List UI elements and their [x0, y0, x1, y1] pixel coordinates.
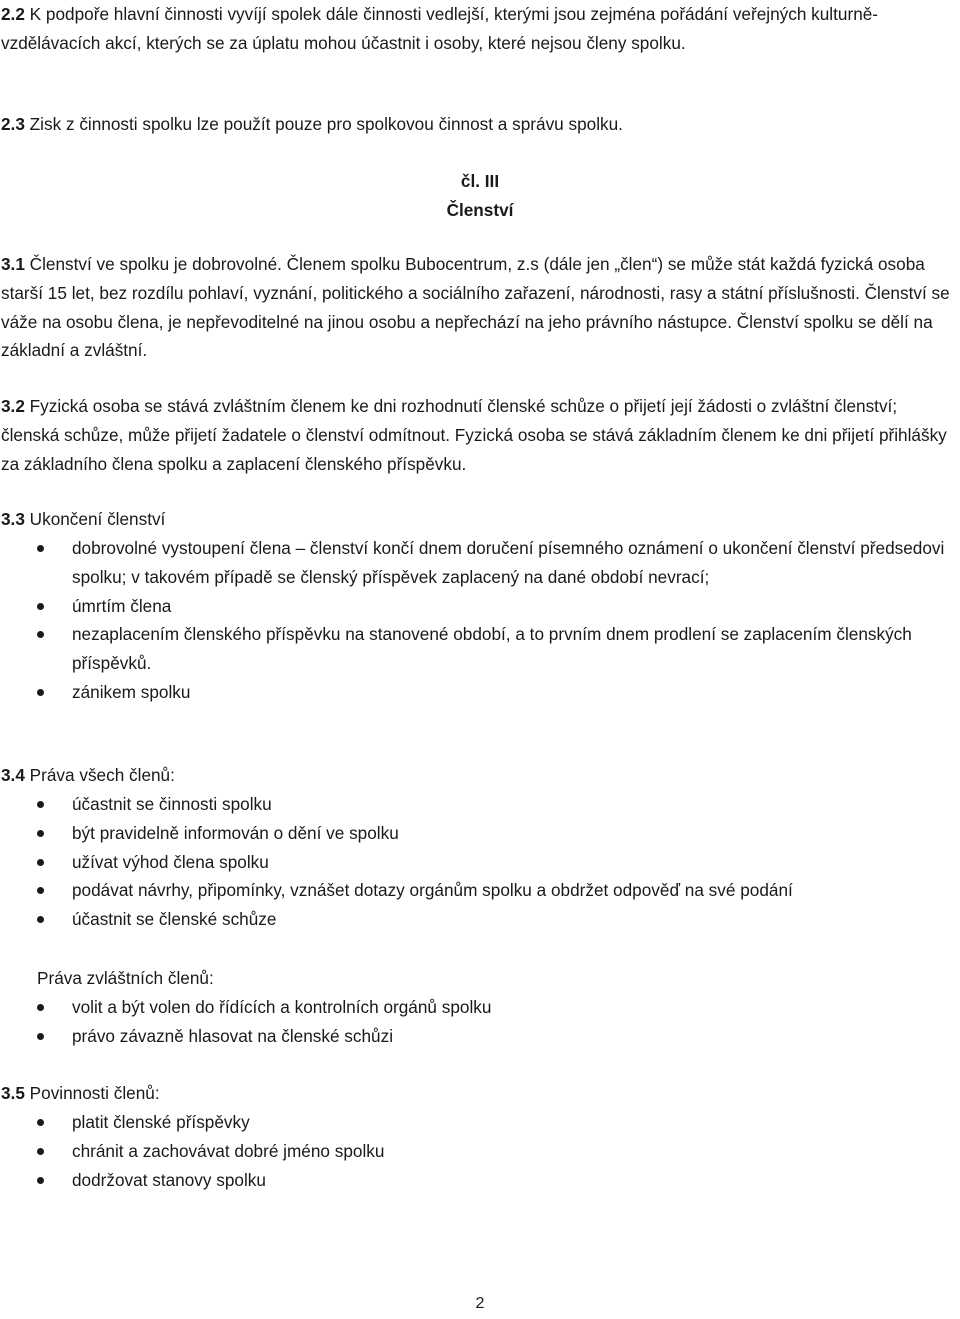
paragraph-3-2	[1, 392, 959, 478]
member-rights-list	[0, 790, 960, 934]
bullet-icon	[37, 859, 44, 866]
bullet-icon	[37, 916, 44, 923]
paragraph-2-3	[1, 110, 959, 139]
bullet-icon	[37, 1119, 44, 1126]
bullet-icon	[37, 689, 44, 696]
list-item: dobrovolné vystoupení člena – členství končí dnem doručení písemného oznámení o ukončení členství předsedovi spolku; v takovém případě se členský příspěvek zaplacený na dané období nevrací;	[0, 534, 960, 592]
bullet-icon	[37, 1177, 44, 1184]
paragraph-3-3	[1, 505, 959, 534]
section-number: 3.4	[1, 765, 25, 785]
section-number: 3.2	[1, 396, 25, 416]
bullet-icon	[37, 631, 44, 638]
section-text: Fyzická osoba se stává zvláštním členem ke dni rozhodnutí členské schůze o přijetí její žádosti o zvláštní členství; členská schůze, může přijetí žadatele o členství odmítnout. Fyzická osoba se stává základním členem ke dni přijetí přihlášky za základního člena spolku a zaplacení členského příspěvku.	[1, 396, 947, 474]
duties-list	[0, 1108, 960, 1194]
list-item: nezaplacením členského příspěvku na stanovené období, a to prvním dnem prodlení se zaplacením členských příspěvků.	[0, 620, 960, 678]
section-number: 2.3	[1, 114, 25, 134]
bullet-icon	[37, 1004, 44, 1011]
section-number: 3.1	[1, 254, 25, 274]
list-item: být pravidelně informován o dění ve spolku	[0, 819, 960, 848]
bullet-icon	[37, 1033, 44, 1040]
bullet-icon	[37, 545, 44, 552]
list-item: zánikem spolku	[0, 678, 960, 707]
special-rights-list	[0, 993, 960, 1051]
article-number: čl. III	[460, 171, 500, 191]
termination-list	[0, 534, 960, 707]
paragraph-3-5	[1, 1079, 959, 1108]
page-number: 2	[475, 1295, 485, 1312]
paragraph-3-1	[1, 250, 959, 365]
section-text: Práva všech členů:	[24, 765, 175, 785]
bullet-icon	[37, 603, 44, 610]
list-item: dodržovat stanovy spolku	[0, 1166, 960, 1195]
section-number: 3.5	[1, 1083, 25, 1103]
list-item: úmrtím člena	[0, 592, 960, 621]
list-item: chránit a zachovávat dobré jméno spolku	[0, 1137, 960, 1166]
section-number: 2.2	[1, 4, 25, 24]
bullet-icon	[37, 830, 44, 837]
section-text: Zisk z činnosti spolku lze použít pouze pro spolkovou činnost a správu spolku.	[24, 114, 623, 134]
bullet-icon	[37, 801, 44, 808]
list-item: účastnit se členské schůze	[0, 905, 960, 934]
bullet-icon	[37, 1148, 44, 1155]
list-item: podávat návrhy, připomínky, vznášet dotazy orgánům spolku a obdržet odpověď na své podání	[0, 876, 960, 905]
section-text: K podpoře hlavní činnosti vyvíjí spolek dále činnosti vedlejší, kterými jsou zejména pořádání veřejných kulturně-vzdělávacích akcí, kterých se za úplatu mohou účastnit i osoby, které nejsou členy spolku.	[1, 4, 879, 53]
paragraph-3-4	[1, 761, 959, 790]
section-text: Povinnosti členů:	[24, 1083, 160, 1103]
section-text: Členství ve spolku je dobrovolné. Členem spolku Bubocentrum, z.s (dále jen „člen“) se může stát každá fyzická osoba starší 15 let, bez rozdílu pohlaví, vyznání, politického a sociálního zařazení, národnosti, rasy a státní příslušnosti. Členství se váže na osobu člena, je nepřevoditelné na jinou osobu a nepřechází na jeho právního nástupce. Členství spolku se dělí na základní a zvláštní.	[1, 254, 950, 361]
list-item: účastnit se činnosti spolku	[0, 790, 960, 819]
list-item: volit a být volen do řídících a kontrolních orgánů spolku	[0, 993, 960, 1022]
list-item: právo závazně hlasovat na členské schůzi	[0, 1022, 960, 1051]
bullet-icon	[37, 887, 44, 894]
list-item: užívat výhod člena spolku	[0, 848, 960, 877]
section-text: Ukončení členství	[24, 509, 166, 529]
list-item: platit členské příspěvky	[0, 1108, 960, 1137]
paragraph-2-2	[1, 0, 959, 58]
special-rights-heading: Práva zvláštních členů:	[37, 968, 214, 988]
section-number: 3.3	[1, 509, 25, 529]
article-title: Členství	[446, 200, 514, 220]
